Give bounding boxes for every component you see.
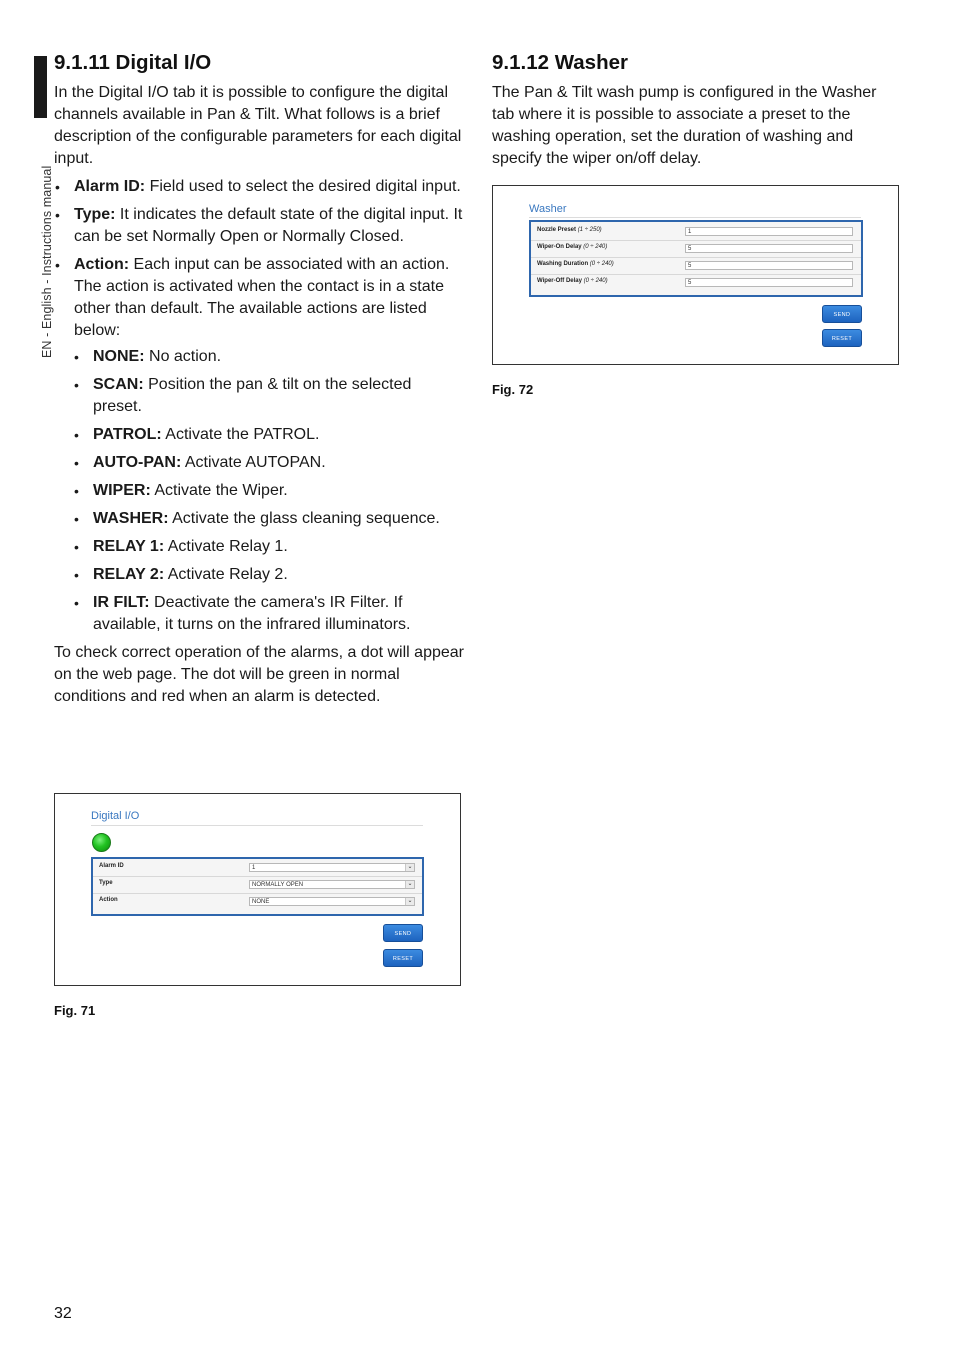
- wiper-off-delay-hint: (0 ÷ 240): [583, 278, 608, 284]
- action-term: AUTO-PAN:: [93, 454, 182, 471]
- list-item: [54, 204, 464, 248]
- form-row-type: [93, 877, 422, 894]
- action-term: WASHER:: [93, 510, 169, 527]
- type-select[interactable]: [249, 880, 415, 889]
- action-term: PATROL:: [93, 426, 162, 443]
- term-alarm-id: Alarm ID:: [74, 178, 146, 195]
- reset-button[interactable]: RESET: [383, 949, 423, 967]
- form-row-nozzle-preset: [531, 224, 861, 241]
- action-item: [74, 592, 464, 636]
- fig72-panel-title: Washer: [529, 203, 567, 215]
- action-desc: Activate AUTOPAN.: [181, 454, 326, 471]
- action-desc: Activate Relay 2.: [164, 566, 288, 583]
- chevron-down-icon: ⌄: [405, 864, 414, 871]
- action-select[interactable]: [249, 897, 415, 906]
- fig72-caption: Fig. 72: [492, 382, 534, 397]
- digital-io-intro: In the Digital I/O tab it is possible to configure the digital channels available in Pan & Tilt. What follows is a brief description of the configurable parameters for each digital input.: [54, 84, 462, 167]
- action-item: [74, 564, 464, 586]
- fig71-panel-title: Digital I/O: [91, 810, 140, 822]
- form-row-wiper-on-delay: [531, 241, 861, 258]
- send-button[interactable]: SEND: [383, 924, 423, 942]
- form-row-alarm-id: [93, 860, 422, 877]
- nozzle-preset-hint: (1 ÷ 250): [577, 227, 602, 233]
- fig72-divider: [529, 217, 861, 218]
- action-value: NONE: [252, 899, 270, 905]
- washer-section: [492, 50, 902, 170]
- form-row-wiper-off-delay: [531, 275, 861, 291]
- chevron-down-icon: ⌄: [405, 898, 414, 905]
- action-desc: No action.: [144, 348, 222, 365]
- action-term: NONE:: [93, 348, 145, 365]
- nozzle-preset-input[interactable]: 1: [685, 227, 853, 236]
- wiper-on-delay-input[interactable]: 5: [685, 244, 853, 253]
- action-desc: Deactivate the camera's IR Filter. If available, it turns on the infrared illuminators.: [93, 594, 411, 633]
- action-item: [74, 536, 464, 558]
- type-value: NORMALLY OPEN: [252, 882, 304, 888]
- parameter-list: [54, 176, 464, 636]
- sidebar-running-head: EN - English - Instructions manual: [40, 165, 54, 358]
- action-desc: Activate the glass cleaning sequence.: [168, 510, 440, 527]
- wiper-off-delay-label: [537, 278, 608, 284]
- washer-intro: The Pan & Tilt wash pump is configured in the Washer tab where it is possible to associate a preset to the washing operation, set the duration of washing and specify the wiper on/off delay.: [492, 84, 877, 167]
- fig71-screenshot: [54, 793, 461, 986]
- action-term: IR FILT:: [93, 594, 150, 611]
- action-desc: Position the pan & tilt on the selected preset.: [93, 376, 412, 415]
- nozzle-preset-label: [537, 227, 602, 233]
- action-item: [74, 508, 464, 530]
- action-item: [74, 346, 464, 368]
- sidebar-marker: [34, 56, 47, 118]
- washing-duration-input[interactable]: 5: [685, 261, 853, 270]
- digital-io-heading: 9.1.11 Digital I/O: [54, 51, 212, 74]
- term-type: Type:: [74, 206, 116, 223]
- action-desc: Activate Relay 1.: [164, 538, 288, 555]
- alarm-status-dot: [92, 833, 111, 852]
- action-label: Action: [99, 897, 118, 903]
- washer-heading: 9.1.12 Washer: [492, 51, 628, 74]
- action-term: SCAN:: [93, 376, 144, 393]
- action-term: RELAY 1:: [93, 538, 165, 555]
- action-item: [74, 424, 464, 446]
- action-desc: Activate the PATROL.: [161, 426, 320, 443]
- wiper-off-delay-label-text: Wiper-Off Delay: [537, 278, 582, 284]
- reset-button[interactable]: RESET: [822, 329, 862, 347]
- action-term: RELAY 2:: [93, 566, 165, 583]
- washing-duration-hint: (0 ÷ 240): [589, 261, 614, 267]
- action-item: [74, 452, 464, 474]
- wiper-on-delay-hint: (0 ÷ 240): [583, 244, 608, 250]
- fig72-form: [529, 220, 863, 297]
- type-label: Type: [99, 880, 113, 886]
- fig71-divider: [91, 825, 423, 826]
- list-item: [54, 176, 464, 198]
- action-term: WIPER:: [93, 482, 151, 499]
- alarm-check-paragraph: To check correct operation of the alarms, a dot will appear on the web page. The dot will be green in normal conditions and red when an alarm is detected.: [54, 644, 464, 705]
- alarm-id-label: Alarm ID: [99, 863, 124, 869]
- page-number: 32: [54, 1305, 72, 1322]
- term-action: Action:: [74, 256, 130, 273]
- form-row-action: [93, 894, 422, 910]
- action-item: [74, 374, 464, 418]
- form-row-washing-duration: [531, 258, 861, 275]
- fig71-form: [91, 857, 424, 916]
- desc-type: It indicates the default state of the digital input. It can be set Normally Open or Normally Closed.: [74, 206, 463, 245]
- action-item: [74, 480, 464, 502]
- action-desc: Activate the Wiper.: [150, 482, 288, 499]
- alarm-id-value: 1: [252, 865, 256, 871]
- desc-action: Each input can be associated with an action. The action is activated when the contact is in a state other than default. The available actions are listed below:: [74, 256, 450, 339]
- send-button[interactable]: SEND: [822, 305, 862, 323]
- fig72-screenshot: [492, 185, 899, 365]
- digital-io-section: [54, 50, 464, 708]
- action-list: [74, 346, 464, 636]
- desc-alarm-id: Field used to select the desired digital input.: [145, 178, 461, 195]
- alarm-id-select[interactable]: [249, 863, 415, 872]
- fig71-caption: Fig. 71: [54, 1003, 96, 1018]
- washing-duration-label-text: Washing Duration: [537, 261, 589, 267]
- list-item: [54, 254, 464, 636]
- chevron-down-icon: ⌄: [405, 881, 414, 888]
- wiper-on-delay-label-text: Wiper-On Delay: [537, 244, 582, 250]
- washing-duration-label: [537, 261, 614, 267]
- wiper-on-delay-label: [537, 244, 607, 250]
- nozzle-preset-label-text: Nozzle Preset: [537, 227, 577, 233]
- wiper-off-delay-input[interactable]: 5: [685, 278, 853, 287]
